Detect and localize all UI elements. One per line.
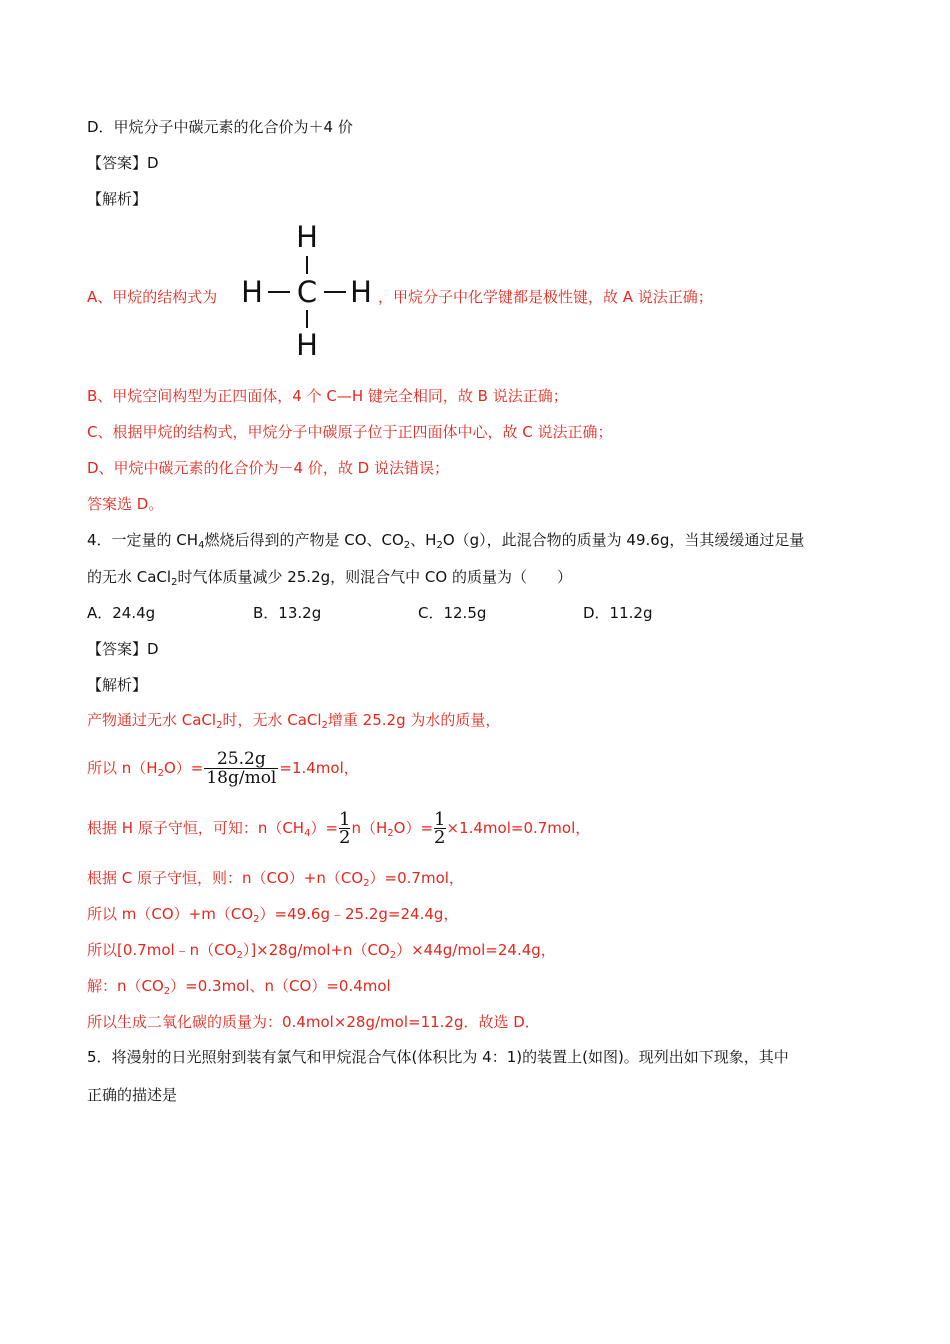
- q4-analysis-line-1: 产物通过无水 CaCl$_2$时，无水 CaCl$_2$增重 25.2g 为水的质量，: [87, 711, 501, 731]
- q4-option-c: C．12.5g: [418, 604, 487, 622]
- q3-option-d: D．甲烷分子中碳元素的化合价为＋4 价: [87, 118, 353, 136]
- half-fraction-2: $\frac{1}{2}$: [434, 809, 446, 848]
- water-moles-fraction: $\frac{25.2g}{\text{18g/mol}}$: [206, 749, 277, 788]
- q4-stem-line-2: 的无水 CaCl$_2$时气体质量减少 25.2g，则混合气中 CO 的质量为（ ）: [87, 568, 572, 588]
- q3-analysis-a-suffix: ，甲烷分子中化学键都是极性键，故 A 说法正确；: [378, 288, 713, 306]
- q4-analysis-line-2: 所以 $n(H_2O)=$ $\frac{25.2g}{\text{18g/mol}}$ =1.4mol，: [87, 749, 359, 788]
- methane-structural-formula: [238, 222, 378, 358]
- q5-stem-line-2: 正确的描述是: [87, 1086, 178, 1104]
- q3-analysis-a-prefix: A、甲烷的结构式为: [87, 288, 218, 306]
- q5-stem-line-1: 5．将漫射的日光照射到装有氯气和甲烷混合气体(体积比为 4：1)的装置上(如图)。现列出如下现象，其中: [87, 1048, 789, 1066]
- q4-analysis-line-3: 根据 H 原子守恒，可知：$n(CH_4)=$ $\frac{1}{2}$ $n(H_2O)=$ $\frac{1}{2}$ ×1.4mol=0.7mol，: [87, 809, 591, 848]
- q3-analysis-label: 【解析】: [87, 190, 148, 208]
- structure-h-left: H: [241, 275, 263, 309]
- q3-answer: 【答案】D: [87, 154, 159, 172]
- half-fraction-1: $\frac{1}{2}$: [339, 809, 351, 848]
- q3-analysis-c: C、根据甲烷的结构式，甲烷分子中碳原子位于正四面体中心，故 C 说法正确；: [87, 423, 613, 441]
- q4-option-d: D．11.2g: [583, 604, 653, 622]
- q4-analysis-line-5: 所以 $m(CO)+m(CO_2)=49.6g﹣25.2g=24.4g$，: [87, 905, 459, 925]
- q4-analysis-line-7: 解：$n(CO_2)=0.3mol$、n（CO）=0.4mol: [87, 977, 391, 997]
- q3-analysis-d: D、甲烷中碳元素的化合价为－4 价，故 D 说法错误；: [87, 459, 449, 477]
- q4-analysis-line-4: 根据 C 原子守恒，则：$n(CO)+n(CO_2)=0.7mol$，: [87, 869, 464, 889]
- q4-answer: 【答案】D: [87, 640, 159, 658]
- q4-analysis-line-6: 所以$[0.7mol﹣n(CO_2)]\times 28g/mol+n(CO_2)\times 44g/mol=24.4g$，: [87, 941, 556, 961]
- q4-option-a: A．24.4g: [87, 604, 156, 622]
- structure-h-right: H: [350, 275, 372, 309]
- q3-conclusion: 答案选 D。: [87, 495, 164, 513]
- q4-analysis-label: 【解析】: [87, 676, 148, 694]
- q3-analysis-b: B、甲烷空间构型为正四面体，4 个 C—H 键完全相同，故 B 说法正确；: [87, 387, 568, 405]
- q4-stem-line-1: 4．一定量的 $CH_4$燃烧后得到的产物是 CO、$CO_2$、$H_2O(g)$，此混合物的质量为 49.6g，当其缓缓通过足量: [87, 531, 805, 551]
- structure-h-top: H: [296, 222, 318, 254]
- structure-h-bottom: H: [296, 328, 318, 358]
- structure-c-center: C: [296, 275, 318, 309]
- q4-option-b: B．13.2g: [253, 604, 322, 622]
- q4-analysis-line-8: 所以生成二氧化碳的质量为：0.4mol×28g/mol=11.2g．故选 D．: [87, 1013, 540, 1031]
